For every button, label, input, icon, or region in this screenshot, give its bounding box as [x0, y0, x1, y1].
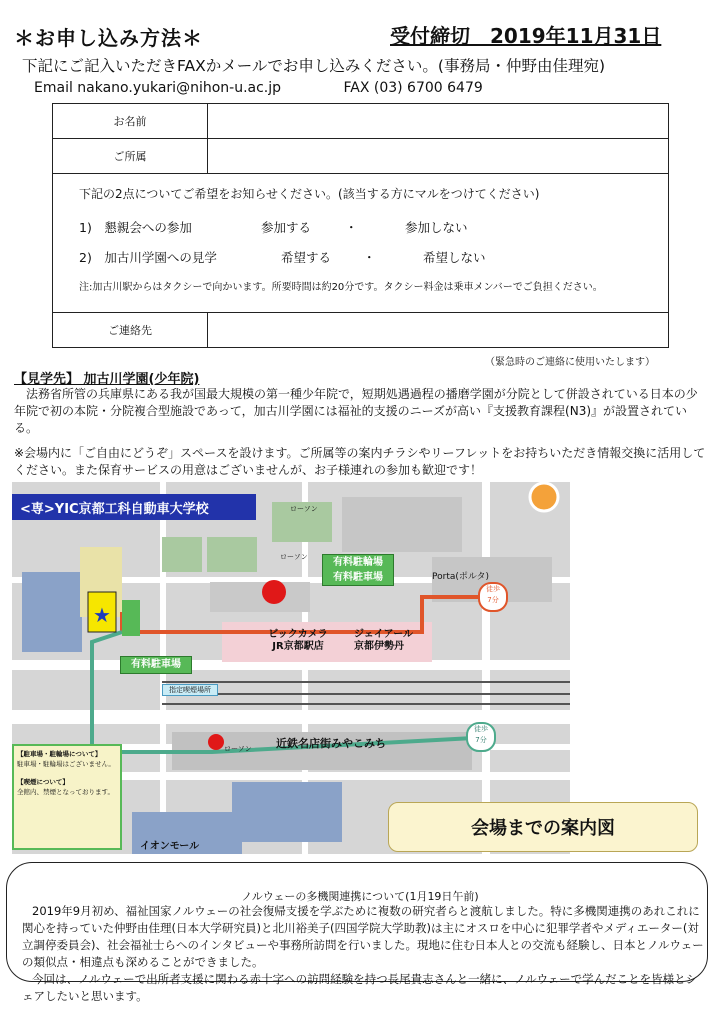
lawson-label-2: ローソン	[280, 553, 308, 561]
bike-parking-label: 有料駐輪場	[333, 557, 383, 568]
porta-label: Porta(ポルタ)	[432, 572, 490, 582]
page-title: ＊お申し込み方法＊	[14, 26, 203, 50]
contact-label: ご連絡先	[53, 313, 208, 348]
walk-minutes-2: 7分	[475, 736, 487, 744]
isetan-branch: 京都伊勢丹	[354, 641, 404, 652]
smoking-area-label: 指定喫煙場所	[162, 684, 218, 696]
email-address[interactable]: Email nakano.yukari@nihon-u.ac.jp	[34, 80, 282, 96]
map-caption: 会場までの案内図	[388, 802, 698, 852]
bic-camera-label	[260, 629, 336, 653]
contact-field[interactable]	[208, 313, 669, 348]
application-form	[52, 103, 669, 348]
bic-camera-branch: JR京都駅店	[272, 641, 324, 652]
free-space-note: ※会場内に「ご自由にどうぞ」スペースを設けます。ご所属等の案内チラシやリーフレットをお持ちいただき情報交換に活用してください。また保育サービスの用意はございませんが、お子様連れの参加も歓迎です！	[14, 446, 706, 477]
deadline: 受付締切 2019年11月31日	[390, 24, 662, 48]
visit-description: 法務省所管の兵庫県にある我が国最大規模の第一種少年院で，短期処遇過程の播磨学園が分院として併設されている日本の少年院で初の本院・分院複合型施設であって，加古川学園には福祉的支援のニーズが高い『支援教育課程(N3)』が設置されている。	[14, 387, 698, 435]
q1-no-option[interactable]: 参加しない	[404, 219, 468, 235]
q2-yes-option[interactable]: 希望する	[280, 250, 331, 265]
walk-time-badge-1	[478, 582, 508, 612]
fax-number: FAX (03) 6700 6479	[343, 80, 483, 96]
taxi-note: 注:加古川駅からはタクシーで向かいます。所要時間は約20分です。タクシー料金は乗車メンバーでご負担ください。	[79, 281, 603, 293]
q1-separator: ・	[344, 219, 358, 235]
parking-marker-icon	[262, 580, 286, 604]
q2-separator: ・	[362, 250, 376, 265]
lawson-label-1: ローソン	[290, 505, 318, 513]
visit-heading: 【見学先】 加古川学園(少年院)	[14, 372, 200, 387]
venue-banner: <専>YIC京都工科自動車大学校	[12, 494, 256, 520]
map-legend	[12, 744, 122, 850]
walk-label-2: 徒歩	[474, 725, 488, 733]
isetan-label	[354, 629, 434, 653]
intro-text: 下記にご記入いただきFAXかメールでお申し込みください。(事務局・仲野由佳理宛)	[22, 57, 606, 75]
access-map	[12, 482, 570, 854]
walk-minutes-1: 7分	[487, 596, 499, 604]
wish-section	[53, 174, 669, 313]
q2-no-option[interactable]: 希望しない	[422, 250, 486, 265]
q1-yes-option[interactable]: 参加する	[260, 219, 311, 235]
meeting-point-icon	[208, 734, 224, 750]
question-visit	[79, 252, 650, 265]
kintetsu-label: 近鉄名店街みやこみち	[276, 737, 386, 750]
question-party	[79, 219, 650, 235]
compass-icon	[530, 483, 558, 511]
legend-parking-text: 駐車場・駐輪場はございません。	[17, 760, 115, 768]
lawson-label-3: ローソン	[224, 745, 252, 753]
name-field[interactable]	[208, 104, 669, 139]
name-label: お名前	[53, 104, 208, 139]
affiliation-field[interactable]	[208, 139, 669, 174]
legend-smoking-text: 全館内、禁煙となっております。	[17, 788, 114, 796]
norway-body: 2019年9月初め、福祉国家ノルウェーの社会復帰支援を学ぶために複数の研究者らと渡航しました。特に多機関連携のあれこれに関心を持っていた仲野由佳理(日本大学研究員)と北川裕美子(四国学院大学助教)は主にオスロを中心に犯罪学者やメディエーター(対立調停委員会)、社会福祉士らへのインタビューや事務所訪問を行いました。現地に住む日本人との交流も経験し、日本とノルウェーの類似点・相違点も深めることができました。	[22, 904, 704, 969]
walk-time-badge-2	[466, 722, 496, 752]
contact-line	[34, 80, 541, 96]
parking-label-box	[322, 554, 394, 586]
q2-label: 2) 加古川学園への見学	[79, 250, 217, 265]
walk-label-1: 徒歩	[486, 585, 500, 593]
urgent-note: （緊急時のご連絡に使用いたします）	[485, 357, 655, 368]
car-parking-label: 有料駐車場	[333, 572, 383, 583]
wish-intro: 下記の2点についてご希望をお知らせください。(該当する方にマルをつけてください)	[79, 186, 540, 201]
affiliation-label: ご所属	[53, 139, 208, 174]
legend-smoking-title: 【喫煙について】	[17, 778, 69, 786]
legend-parking-title: 【駐車場・駐輪場について】	[17, 750, 102, 758]
q1-label: 1) 懇親会への参加	[79, 219, 192, 235]
norway-title: ノルウェーの多機関連携について(1月19日午前)	[241, 890, 479, 903]
norway-body-2: 今回は、ノルウェーで出所者支援に関わる赤十字への訪問経験を持つ長尾貴志さんと一緒に、ノルウェーで学んだことを皆様とシェアしたいと思います。	[22, 972, 698, 1003]
venue-star-icon: ★	[93, 603, 111, 627]
car-parking-label-2: 有料駐車場	[120, 656, 192, 674]
isetan-name: ジェイアール	[354, 629, 413, 640]
bic-camera-name: ビックカメラ	[268, 629, 328, 640]
aeon-label: イオンモール	[140, 841, 200, 852]
